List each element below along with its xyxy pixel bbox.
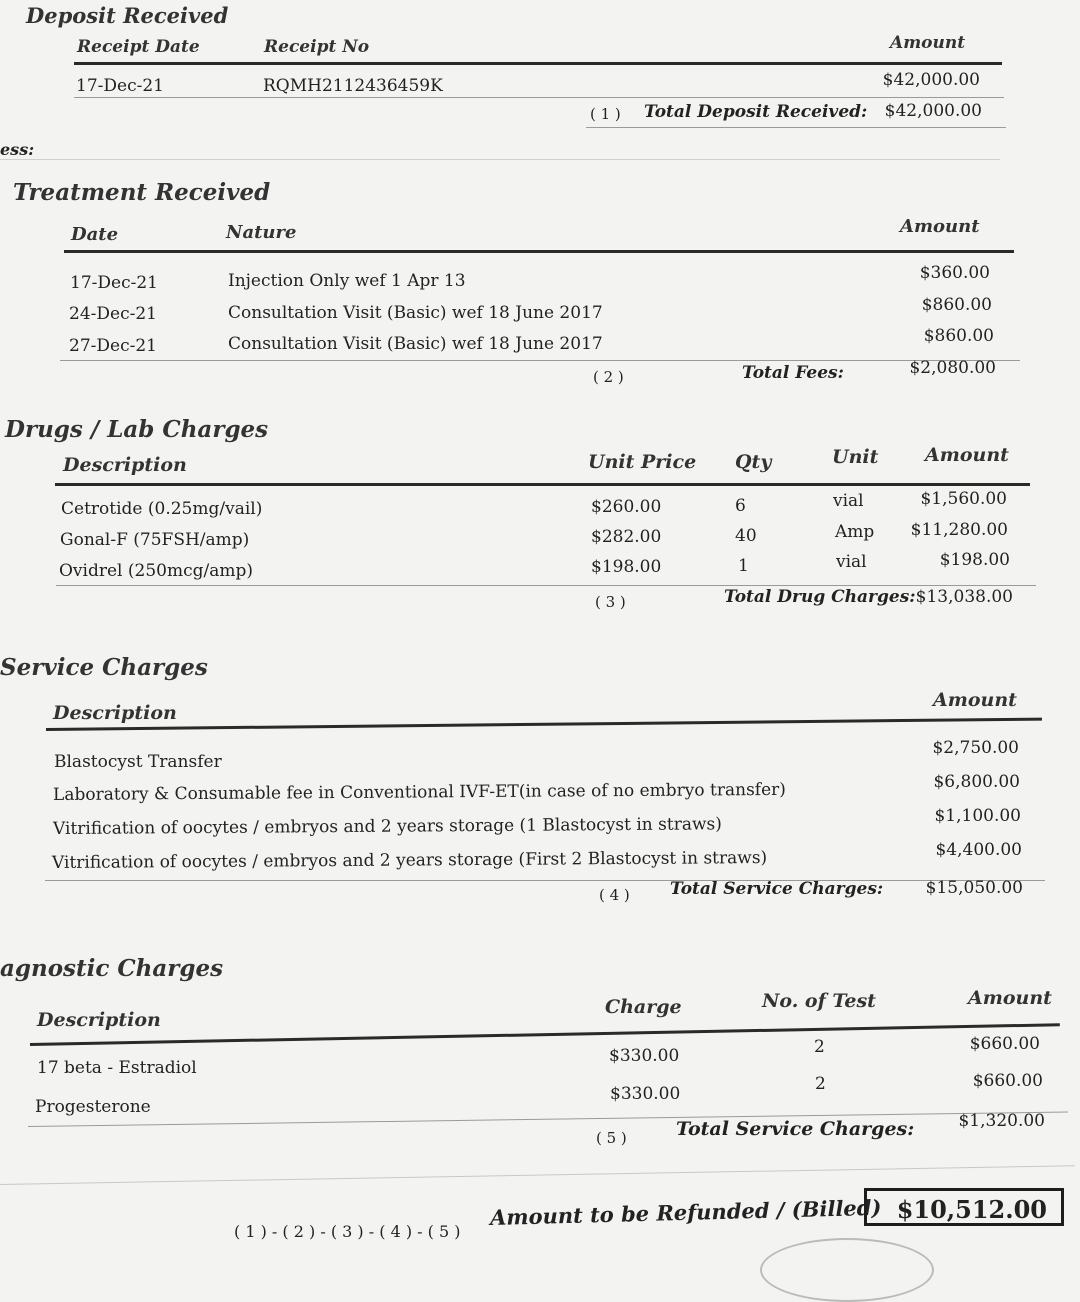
refund-amount: $10,512.00 xyxy=(896,1195,1047,1224)
deposit-section-title: Deposit Received xyxy=(26,3,229,28)
diagnostic-total-index: ( 5 ) xyxy=(596,1129,627,1147)
diagnostic-header-tests: No. of Test xyxy=(762,990,876,1012)
diagnostic-header-amount: Amount xyxy=(968,987,1052,1009)
diagnostic-row-tests: 2 xyxy=(815,1074,826,1094)
treatment-row-amount: $360.00 xyxy=(919,263,990,283)
treatment-row-nature: Injection Only wef 1 Apr 13 xyxy=(228,271,466,291)
drugs-header-rule xyxy=(55,483,1030,486)
service-row-description: Vitrification of oocytes / embryos and 2 years storage (1 Blastocyst in straws) xyxy=(52,814,722,839)
deposit-header-amount: Amount xyxy=(890,33,966,53)
address-rule xyxy=(0,159,1000,160)
diagnostic-header-charge: Charge xyxy=(605,996,682,1018)
diagnostic-row-charge: $330.00 xyxy=(609,1046,680,1066)
drugs-row-rule xyxy=(56,585,1036,586)
service-row-description: Blastocyst Transfer xyxy=(54,752,222,772)
deposit-total-label: Total Deposit Received: xyxy=(644,102,868,122)
treatment-header-amount: Amount xyxy=(900,216,980,237)
treatment-total-label: Total Fees: xyxy=(742,363,844,383)
drugs-header-qty: Qty xyxy=(735,451,772,473)
service-row-amount: $6,800.00 xyxy=(933,772,1020,792)
drugs-row-unit: Amp xyxy=(835,522,875,542)
drugs-total-label: Total Drug Charges: xyxy=(724,587,916,607)
drugs-row-unit-price: $260.00 xyxy=(591,497,662,517)
drugs-row-unit-price: $282.00 xyxy=(591,527,662,547)
service-row-rule xyxy=(45,880,1045,881)
treatment-header-rule xyxy=(64,250,1014,253)
stamp-seal xyxy=(760,1238,934,1302)
drugs-section-title: Drugs / Lab Charges xyxy=(5,416,269,443)
drugs-row-description: Cetrotide (0.25mg/vail) xyxy=(61,499,263,519)
drugs-row-qty: 6 xyxy=(735,496,746,516)
service-row-amount: $1,100.00 xyxy=(934,806,1021,826)
drugs-header-description: Description xyxy=(63,454,187,476)
drugs-total-index: ( 3 ) xyxy=(595,593,626,611)
drugs-row-amount: $11,280.00 xyxy=(910,520,1008,540)
drugs-header-unit: Unit xyxy=(832,446,879,468)
diagnostic-section-rule xyxy=(0,1165,1075,1185)
drugs-total-amount: $13,038.00 xyxy=(915,587,1013,607)
treatment-header-nature: Nature xyxy=(226,222,297,243)
service-header-description: Description xyxy=(53,702,177,724)
service-total-index: ( 4 ) xyxy=(599,886,630,904)
drugs-header-amount: Amount xyxy=(925,444,1009,466)
diagnostic-total-label: Total Service Charges: xyxy=(676,1118,915,1140)
cropped-label: ess: xyxy=(0,140,35,159)
diagnostic-row-amount: $660.00 xyxy=(969,1034,1040,1054)
treatment-row-date: 27-Dec-21 xyxy=(69,336,157,356)
treatment-row-nature: Consultation Visit (Basic) wef 18 June 2017 xyxy=(228,303,603,323)
drugs-header-unit-price: Unit Price xyxy=(588,451,697,473)
diagnostic-row-tests: 2 xyxy=(814,1037,825,1057)
service-total-label: Total Service Charges: xyxy=(670,879,884,899)
treatment-row-amount: $860.00 xyxy=(921,295,992,315)
service-total-amount: $15,050.00 xyxy=(925,878,1023,898)
drugs-row-qty: 40 xyxy=(735,526,757,546)
treatment-total-amount: $2,080.00 xyxy=(909,358,996,378)
drugs-row-unit: vial xyxy=(833,491,864,511)
service-header-rule xyxy=(46,718,1042,731)
deposit-total-amount: $42,000.00 xyxy=(884,101,982,121)
summary-formula: ( 1 ) - ( 2 ) - ( 3 ) - ( 4 ) - ( 5 ) xyxy=(234,1222,461,1241)
drugs-row-unit: vial xyxy=(836,552,867,572)
treatment-total-index: ( 2 ) xyxy=(593,368,624,386)
diagnostic-row-amount: $660.00 xyxy=(972,1071,1043,1091)
deposit-header-no: Receipt No xyxy=(264,37,370,57)
service-row-description: Laboratory & Consumable fee in Conventional IVF-ET(in case of no embryo transfer) xyxy=(52,779,786,805)
drugs-row-description: Ovidrel (250mcg/amp) xyxy=(59,561,253,581)
treatment-row-date: 17-Dec-21 xyxy=(70,273,158,293)
service-header-amount: Amount xyxy=(933,689,1017,711)
treatment-row-nature: Consultation Visit (Basic) wef 18 June 2017 xyxy=(228,334,603,354)
treatment-row-date: 24-Dec-21 xyxy=(69,304,157,324)
service-row-amount: $4,400.00 xyxy=(935,840,1022,860)
refund-amount-box xyxy=(864,1188,1064,1226)
service-row-description: Vitrification of oocytes / embryos and 2 years storage (First 2 Blastocyst in straws) xyxy=(51,848,768,873)
diagnostic-total-amount: $1,320.00 xyxy=(958,1111,1045,1131)
diagnostic-section-title: agnostic Charges xyxy=(0,955,224,982)
deposit-header-rule xyxy=(74,62,1002,65)
service-row-amount: $2,750.00 xyxy=(932,738,1019,758)
deposit-row-rule xyxy=(74,97,1004,98)
deposit-row-date: 17-Dec-21 xyxy=(76,76,164,96)
treatment-section-title: Treatment Received xyxy=(13,179,271,206)
service-section-title: Service Charges xyxy=(0,654,208,681)
drugs-row-description: Gonal-F (75FSH/amp) xyxy=(60,530,250,550)
deposit-header-date: Receipt Date xyxy=(77,37,200,57)
drugs-row-amount: $1,560.00 xyxy=(920,489,1007,509)
diagnostic-header-description: Description xyxy=(37,1009,161,1031)
diagnostic-row-description: Progesterone xyxy=(35,1097,151,1117)
diagnostic-row-charge: $330.00 xyxy=(610,1084,681,1104)
drugs-row-amount: $198.00 xyxy=(939,550,1010,570)
deposit-row-amount: $42,000.00 xyxy=(882,70,980,90)
deposit-total-index: ( 1 ) xyxy=(590,105,621,123)
drugs-row-qty: 1 xyxy=(738,556,749,576)
treatment-header-date: Date xyxy=(71,224,119,245)
deposit-total-rule xyxy=(586,127,1006,128)
diagnostic-row-description: 17 beta - Estradiol xyxy=(37,1058,197,1078)
diagnostic-header-rule xyxy=(30,1023,1060,1046)
summary-label: Amount to be Refunded / (Billed) xyxy=(489,1194,882,1230)
deposit-row-no: RQMH2112436459K xyxy=(263,76,443,96)
treatment-row-amount: $860.00 xyxy=(923,326,994,346)
drugs-row-unit-price: $198.00 xyxy=(591,557,662,577)
